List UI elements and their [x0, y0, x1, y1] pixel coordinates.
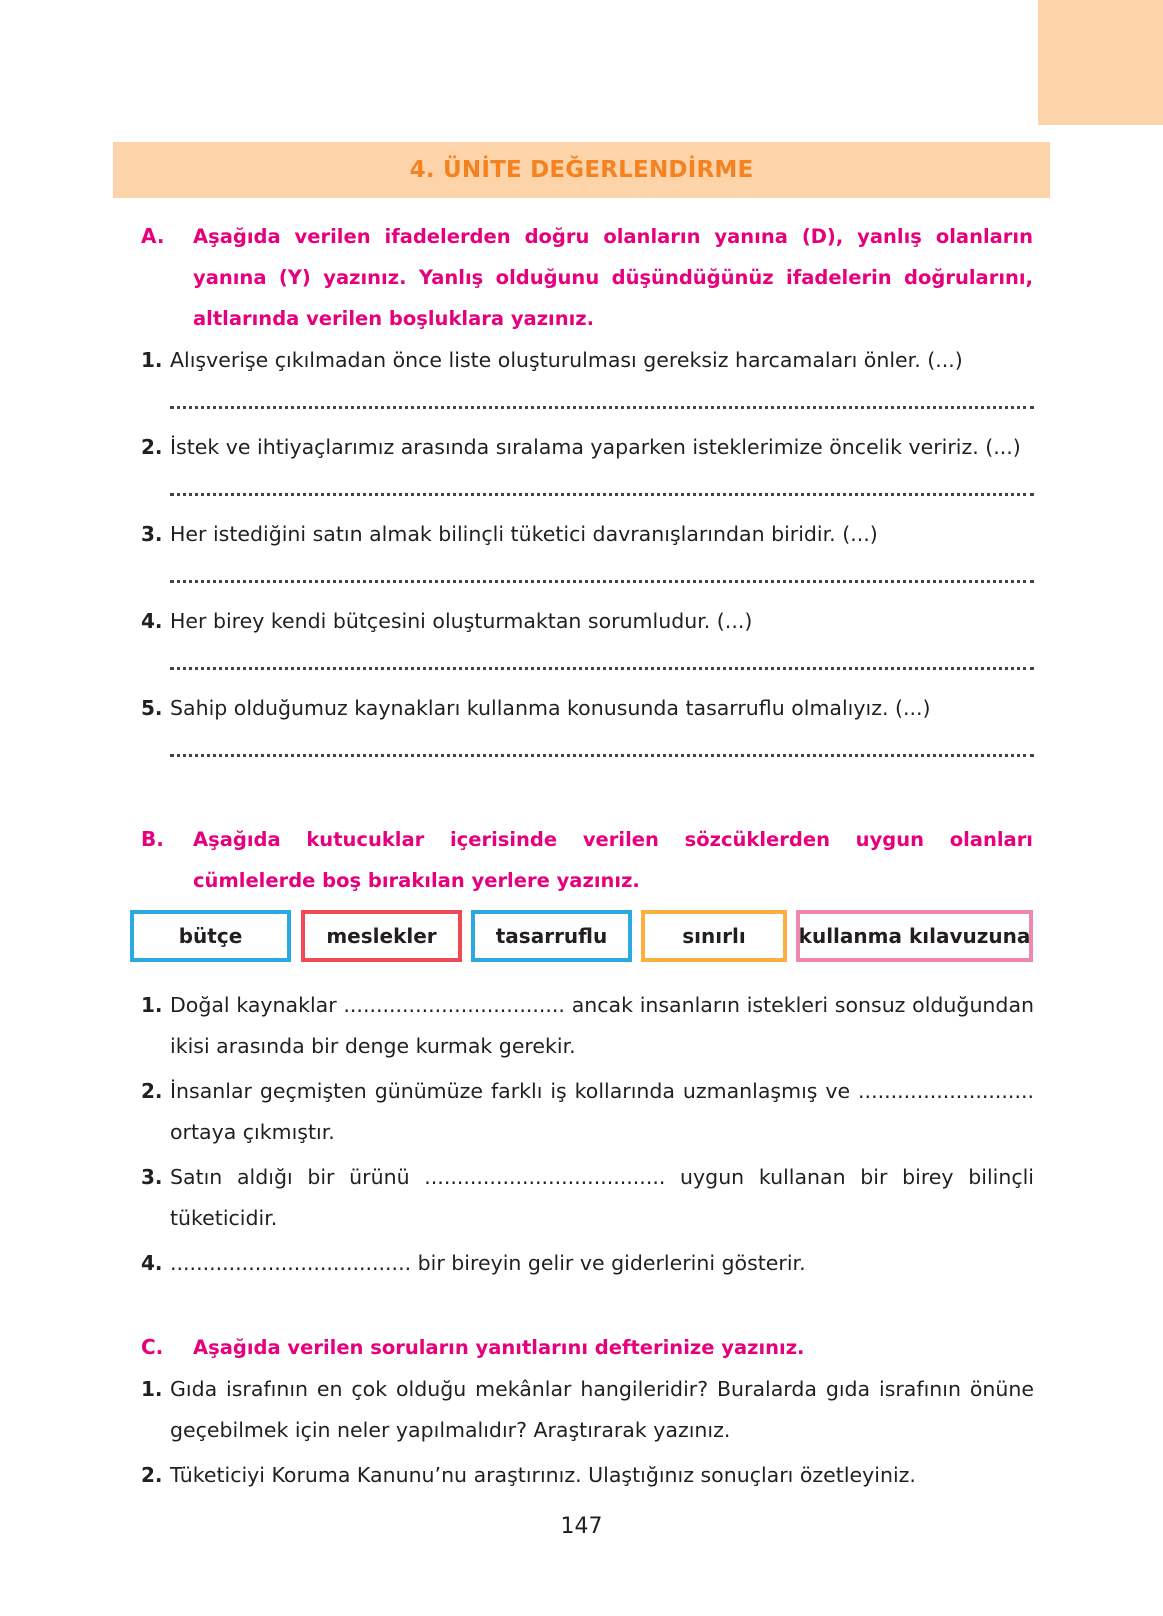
a-item-5-number: 5. [141, 696, 163, 720]
section-a-instruction: Aşağıda verilen ifadelerden doğru olanların yanına (D), yanlış olanların yanına (Y) yazınız. Yanlış olduğunu düşündüğünüz ifadelerin doğrularını, altlarında verilen boşluklara yazınız. [193, 225, 1033, 330]
c-item-2-text: Tüketiciyi Koruma Kanunu’nu araştırınız. Ulaştığınız sonuçları özetleyiniz. [170, 1463, 916, 1487]
section-c-instruction: Aşağıda verilen soruların yanıtlarını defterinize yazınız. [193, 1336, 805, 1359]
page-number: 147 [560, 1514, 603, 1539]
a-item-1-number: 1. [141, 348, 163, 372]
a-item-5-answer-line[interactable] [170, 754, 1034, 757]
b-item-1-text: Doğal kaynaklar .................................. ancak insanların istekleri sonsuz olduğundan ikisi arasında bir denge kurmak gerekir. [170, 993, 1034, 1058]
a-item-4-number: 4. [141, 609, 163, 633]
section-b-letter: B. [141, 827, 164, 851]
a-item-1-text: Alışverişe çıkılmadan önce liste oluşturulması gereksiz harcamaları önler. (...) [170, 348, 963, 372]
word-box-butce [130, 910, 291, 962]
a-item-5-text: Sahip olduğumuz kaynakları kullanma konusunda tasarruflu olmalıyız. (...) [170, 696, 931, 720]
word-box-label: bütçe [178, 924, 243, 948]
b-item-2-number: 2. [141, 1079, 163, 1103]
section-c-letter: C. [141, 1335, 164, 1359]
a-item-2-answer-line[interactable] [170, 493, 1034, 496]
a-item-3-answer-line[interactable] [170, 580, 1034, 583]
c-item-1-number: 1. [141, 1377, 163, 1401]
section-a-letter: A. [141, 224, 165, 248]
b-item-1-number: 1. [141, 993, 163, 1017]
a-item-2-text: İstek ve ihtiyaçlarımız arasında sıralama yaparken isteklerimize öncelik veririz. (...) [170, 435, 1021, 459]
word-box-kullanma-kilavuzuna [796, 910, 1033, 962]
word-box-label: sınırlı [682, 924, 746, 948]
word-box-tasarruflu [471, 910, 632, 962]
word-box-label: kullanma kılavuzuna [798, 924, 1031, 948]
section-b-instruction: Aşağıda kutucuklar içerisinde verilen sözcüklerden uygun olanları cümlelerde boş bırakılan yerlere yazınız. [193, 828, 1033, 892]
word-box-label: meslekler [326, 924, 437, 948]
b-item-4-number: 4. [141, 1251, 163, 1275]
b-item-2-text: İnsanlar geçmişten günümüze farklı iş kollarında uzmanlaşmış ve ........................... ortaya çıkmıştır. [170, 1079, 1034, 1144]
a-item-3-number: 3. [141, 522, 163, 546]
a-item-4-text: Her birey kendi bütçesini oluşturmaktan sorumludur. (...) [170, 609, 753, 633]
b-item-3-text: Satın aldığı bir ürünü ..................................... uygun kullanan bir birey bilinçli tüketicidir. [170, 1165, 1034, 1230]
word-box-sinirli [641, 910, 787, 962]
word-box-meslekler [301, 910, 462, 962]
a-item-1-answer-line[interactable] [170, 406, 1034, 409]
a-item-4-answer-line[interactable] [170, 667, 1034, 670]
word-box-label: tasarruflu [495, 924, 608, 948]
a-item-2-number: 2. [141, 435, 163, 459]
c-item-1-text: Gıda israfının en çok olduğu mekânlar hangileridir? Buralarda gıda israfının önüne geçebilmek için neler yapılmalıdır? Araştırarak yazınız. [170, 1377, 1034, 1442]
page-title: 4. ÜNİTE DEĞERLENDİRME [409, 157, 754, 183]
a-item-3-text: Her istediğini satın almak bilinçli tüketici davranışlarından biridir. (...) [170, 522, 878, 546]
b-item-3-number: 3. [141, 1165, 163, 1189]
c-item-2-number: 2. [141, 1463, 163, 1487]
title-bar [113, 142, 1050, 198]
corner-tab [1038, 0, 1163, 125]
b-item-4-text: ..................................... bir bireyin gelir ve giderlerini gösterir. [170, 1251, 806, 1275]
